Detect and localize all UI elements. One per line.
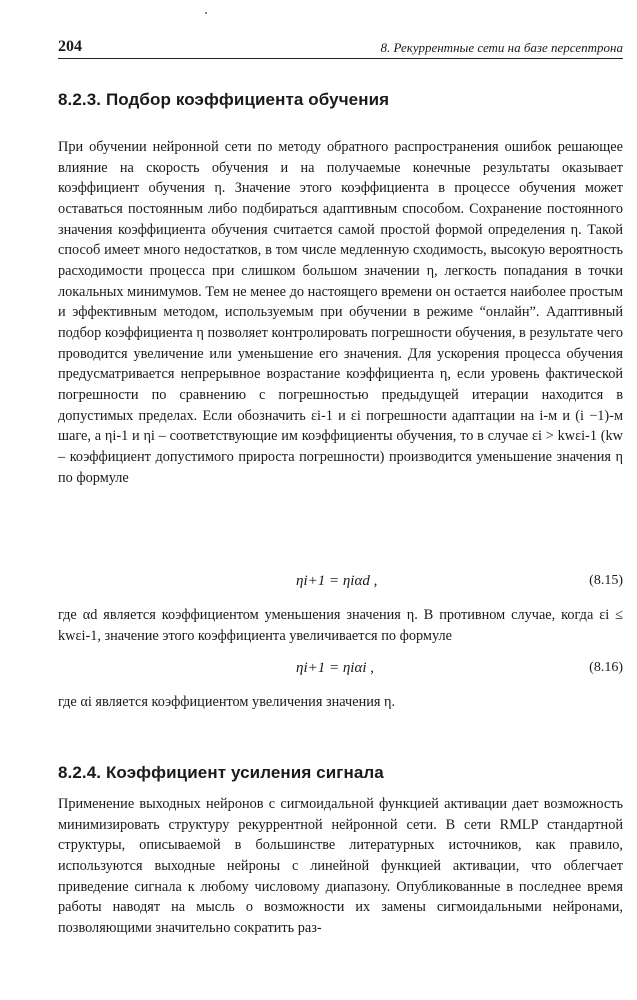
equation-note: где αi является коэффициентом увеличения значения η.: [58, 694, 396, 710]
page-header: [58, 36, 623, 59]
section-paragraph-signal-gain: Применение выходных нейронов с сигмоидальной функцией активации дает возможность минимизировать структуру рекуррентной нейронной сети. В сети RMLP стандартной структуры, описываемой в большинстве литературных источников, как правило, используются выходные нейроны с линейной функцией активации, что облегчает приведение сигнала к любому числовому диапазону. Опубликованные в последнее время работы наводят на мысль о возможности их замены сигмоидальными нейронами, позволяющими значительно сократить раз-: [58, 796, 623, 936]
section-heading-8-2-4: 8.2.4. Коэффициент усиления сигнала: [58, 763, 384, 782]
equation-formula: ηi+1 = ηiαi ,: [296, 660, 375, 676]
scan-speck: [205, 12, 207, 14]
section-paragraph-learning-rate: При обучении нейронной сети по методу обратного распространения ошибок решающее влияние на скорость обучения и на получаемые конечные результаты оказывает коэффициент обучения η. Значение этого коэффициента в процессе обучения может оставаться постоянным либо подбираться адаптивным способом. Сохранение постоянного значения коэффициента обучения считается самой простой формой определения η. Такой способ имеет много недостатков, в том числе медленную сходимость, высокую вероятность расходимости процесса при слишком большом значении η, легкость попадания в точки локальных минимумов. Тем не менее до настоящего времени он остается наиболее простым и эффективным методом, используемым при обучении в режиме “онлайн”. Адаптивный подбор коэффициента η позволяет контролировать погрешности обучения, в результате чего проводится увеличение или уменьшение его значения. Для ускорения процесса обучения предусматривается непрерывное возрастание коэффициента η, если уровень фактической погрешности по сравнению с погрешностью предыдущей итерации находится в допустимых пределах. Если обозначить εi-1 и εi погрешности адаптации на i-м и (i −1)-м шаге, а ηi-1 и ηi – соответствующие им коэффициенты обучения, то в случае εi > kwεi-1 (kw – коэффициент допустимого прироста погрешности) производится уменьшение значения η по формуле: [58, 139, 623, 486]
page-number: 204: [58, 38, 82, 55]
section-heading-8-2-3: 8.2.3. Подбор коэффициента обучения: [58, 90, 390, 109]
equation-8-16: [58, 660, 623, 682]
equation-note: где αd является коэффициентом уменьшения значения η. В противном случае, когда εi ≤ kwεi-1, значение этого коэффициента увеличивается по формуле: [58, 607, 623, 644]
equation-number: (8.15): [589, 573, 623, 588]
equation-number: (8.16): [589, 660, 623, 675]
running-title: 8. Рекуррентные сети на базе персептрона: [380, 40, 623, 55]
equation-formula: ηi+1 = ηiαd ,: [296, 573, 378, 589]
equation-8-15: [58, 573, 623, 595]
